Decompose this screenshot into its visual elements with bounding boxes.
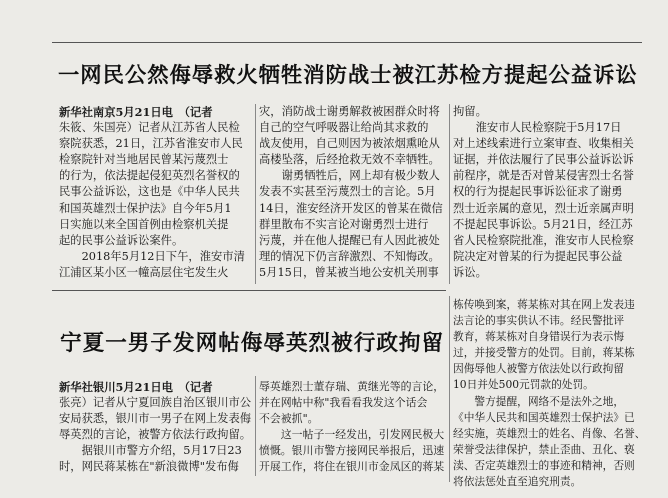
column-divider [255,104,256,284]
article-2-column-2 [259,379,444,476]
column-divider [449,104,450,284]
text-line: 污蔑，并在他人提醒已有人因此被处 [259,233,440,247]
headline-article-1: 一网民公然侮辱救火牺牲消防战士被江苏检方提起公益诉讼 [58,63,638,88]
text-line: 起的民事公益诉讼案件。 [59,233,184,247]
text-line: 察院获悉，21日，江苏省淮安市人民 [59,137,243,151]
text-line: 证据，并依法履行了民事公益诉讼诉 [453,153,634,167]
text-line: 并在网帖中称"我看看我发这个话会 [259,396,428,410]
text-line: 不提起民事诉讼。5月21日，经江苏 [453,217,633,231]
article-2-column-3 [453,297,645,490]
article-2-column-1 [59,379,251,476]
text-line: 灾，消防战士谢勇解救被困群众时将 [259,105,440,118]
text-line: 检察院针对当地居民曾某污蔑烈士 [59,153,229,167]
text-line: 渎、否定英雄烈士的事迹和精神，否则 [453,458,635,472]
text-line: 民事公益诉讼，这也是《中华人民共 [59,185,240,199]
text-line: 教育，蒋某栋对自身错误行为表示悔 [453,330,625,344]
text-line: 据银川市警方介绍，5月17日23 [59,444,242,458]
text-line: 院决定对曾某的行为提起民事公益 [453,249,623,263]
text-line: 的行为，依法提起侵犯英烈名誉权的 [59,169,240,183]
text-line: 江浦区某小区一幢高层住宅发生火 [59,265,229,279]
text-line: 辱英雄烈士董存瑞、黄继光等的言论， [259,380,445,393]
text-line: 10日并处500元罚款的处罚。 [453,378,594,392]
text-line: 开展工作，将住在银川市金凤区的蒋某 [259,460,445,474]
article-1-column-3 [453,104,634,281]
dateline-article-2: 新华社银川5月21日电 （记者 [59,380,213,394]
text-line: 权的行为提起民事诉讼征求了谢勇 [453,185,623,199]
text-line: 14日，淮安经济开发区的曾某在微信 [259,201,443,215]
text-line: 2018年5月12日下午，淮安市清 [59,249,245,263]
text-line: 过，并接受警方的处罚。目前，蒋某栋 [453,346,635,360]
text-line: 理的情况下仍言辞激烈、不知悔改。 [259,249,440,263]
headline-article-2: 宁夏一男子发网帖侮辱英烈被行政拘留 [60,331,445,356]
text-line: 因侮辱他人被警方依法处以行政拘留 [453,362,625,376]
text-line: 高楼坠落，后经抢救无效不幸牺牲。 [259,153,440,167]
text-line: 对上述线索进行立案审查、收集相关 [453,137,634,151]
text-line: 安局获悉，银川市一男子在网上发表侮 [59,412,252,426]
text-line: 群里散布不实言论对谢勇烈士进行 [259,217,429,231]
text-line: 法言论的事实供认不讳。经民警批评 [453,314,625,328]
text-line: 《中华人民共和国英雄烈士保护法》已 [453,410,635,424]
text-line: 诉讼。 [453,265,487,279]
text-line: 荣誉受法律保护，禁止歪曲、丑化、亵 [453,442,635,456]
text-line: 时，网民蒋某栋在"新浪微博"发布侮 [59,460,239,474]
text-line: 5月15日，曾某被当地公安机关刑事 [259,265,439,279]
column-divider [449,296,450,482]
text-line: 自己的空气呼吸器让给尚其求救的 [259,121,429,135]
text-line: 不会被抓"。 [259,412,319,426]
text-line: 前程序，就是否对曾某侵害烈士名誉 [453,169,634,183]
text-line: 淮安市人民检察院于5月17日 [453,121,622,135]
text-line: 战友使用，自己则因为被浓烟熏呛从 [259,137,440,151]
text-line: 朱筱、朱国亮）记者从江苏省人民检 [59,121,240,135]
text-line: 栋传唤到案，蒋某栋对其在网上发表违 [453,298,635,311]
text-line: 和国英雄烈士保护法》自今年5月1 [59,201,232,215]
text-line: 谢勇牺牲后，网上却有极少数人 [259,169,440,183]
text-line: 张亮）记者从宁夏回族自治区银川市公 [59,396,252,410]
text-line: 日实施以来全国首例由检察机关提 [59,217,229,231]
article-1-column-2 [259,104,443,281]
text-line: 将依法惩处直至追究刑责。 [453,475,582,489]
text-line: 愤慨。银川市警方接网民举报后，迅速 [259,444,445,458]
text-line: 发表不实甚至污蔑烈士的言论。5月 [259,185,436,199]
dateline-article-1: 新华社南京5月21日电 （记者 [59,105,213,119]
text-line: 辱英烈的言论，被警方依法行政拘留。 [59,428,252,442]
text-line: 烈士近亲属的意见，烈士近亲属声明 [453,201,634,215]
column-divider [255,376,256,476]
text-line: 经实施，英雄烈士的姓名、肖像、名誉、 [453,426,646,440]
article-1-column-1 [59,104,245,281]
text-line: 警方提醒，网络不是法外之地， [453,394,625,408]
text-line: 省人民检察院批准，淮安市人民检察 [453,233,634,247]
top-rule [52,42,642,43]
article-separator [52,290,446,291]
text-line: 这一帖子一经发出，引发网民极大 [259,428,445,442]
text-line: 拘留。 [453,105,487,118]
